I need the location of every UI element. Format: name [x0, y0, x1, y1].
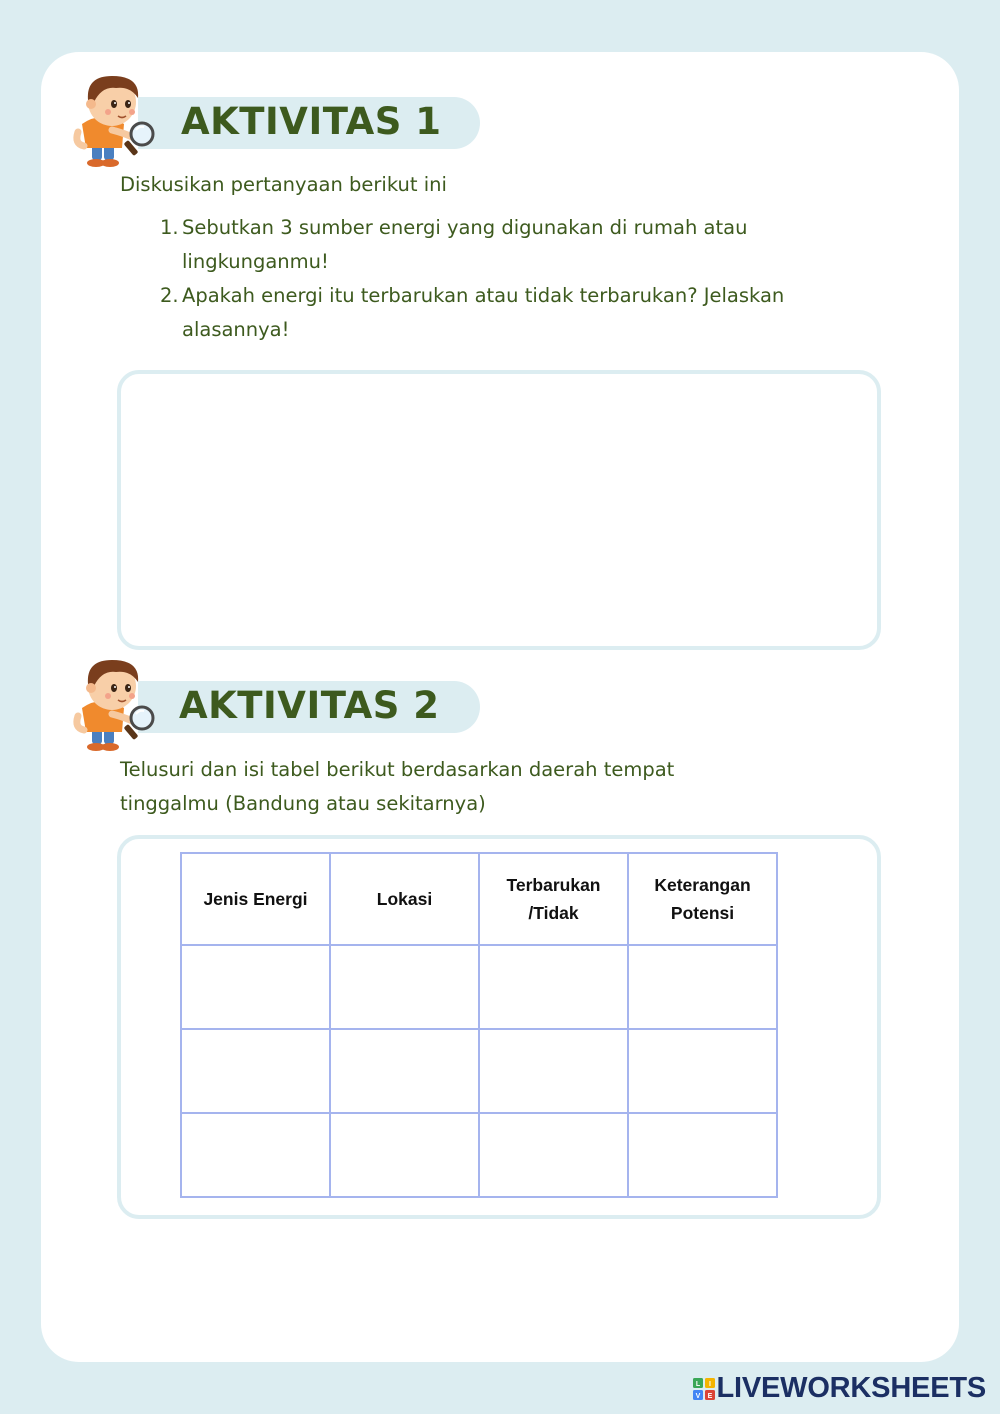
table-cell[interactable] — [479, 945, 628, 1029]
activity2-title: AKTIVITAS 2 — [179, 684, 440, 727]
table-cell[interactable] — [181, 1029, 330, 1113]
question-item — [160, 211, 872, 279]
table-row — [181, 945, 777, 1029]
table-cell[interactable] — [330, 1029, 479, 1113]
table-row — [181, 1029, 777, 1113]
kid-magnifier-icon — [72, 656, 162, 756]
liveworksheets-logo-icon — [693, 1378, 715, 1400]
header-jenis-energi: Jenis Energi — [181, 853, 330, 945]
header-keterangan-potensi: Keterangan Potensi — [628, 853, 777, 945]
table-cell[interactable] — [330, 1113, 479, 1197]
table-cell[interactable] — [330, 945, 479, 1029]
header-lokasi: Lokasi — [330, 853, 479, 945]
table-row — [181, 1113, 777, 1197]
activity1-title: AKTIVITAS 1 — [181, 100, 442, 143]
activity1-answer-box[interactable] — [117, 370, 881, 650]
energy-table — [180, 852, 778, 1198]
activity2-intro-line1: Telusuri dan isi tabel berikut berdasarkan daerah tempat — [120, 758, 675, 781]
activity2-intro — [120, 753, 674, 821]
question-text: Sebutkan 3 sumber energi yang digunakan di rumah atau lingkunganmu! — [182, 216, 748, 273]
question-number: 1. — [160, 216, 179, 239]
kid-magnifier-icon — [72, 72, 162, 172]
question-number: 2. — [160, 284, 179, 307]
brand-name: LIVEWORKSHEETS — [716, 1372, 986, 1404]
table-cell[interactable] — [181, 945, 330, 1029]
table-cell[interactable] — [628, 1029, 777, 1113]
table-cell[interactable] — [479, 1113, 628, 1197]
activity1-intro: Diskusikan pertanyaan berikut ini — [120, 173, 447, 196]
activity2-intro-line2: tinggalmu (Bandung atau sekitarnya) — [120, 792, 486, 815]
question-item — [160, 279, 872, 347]
header-terbarukan: Terbarukan /Tidak — [479, 853, 628, 945]
table-cell[interactable] — [181, 1113, 330, 1197]
logo-letter: L — [695, 1380, 700, 1388]
table-header-row — [181, 853, 777, 945]
question-text: Apakah energi itu terbarukan atau tidak terbarukan? Jelaskan alasannya! — [182, 284, 785, 341]
liveworksheets-brand[interactable] — [693, 1372, 987, 1405]
logo-letter: E — [707, 1392, 712, 1400]
logo-letter: I — [708, 1380, 711, 1388]
logo-letter: V — [695, 1392, 700, 1400]
table-cell[interactable] — [479, 1029, 628, 1113]
table-cell[interactable] — [628, 945, 777, 1029]
activity1-question-list — [160, 211, 872, 347]
table-cell[interactable] — [628, 1113, 777, 1197]
